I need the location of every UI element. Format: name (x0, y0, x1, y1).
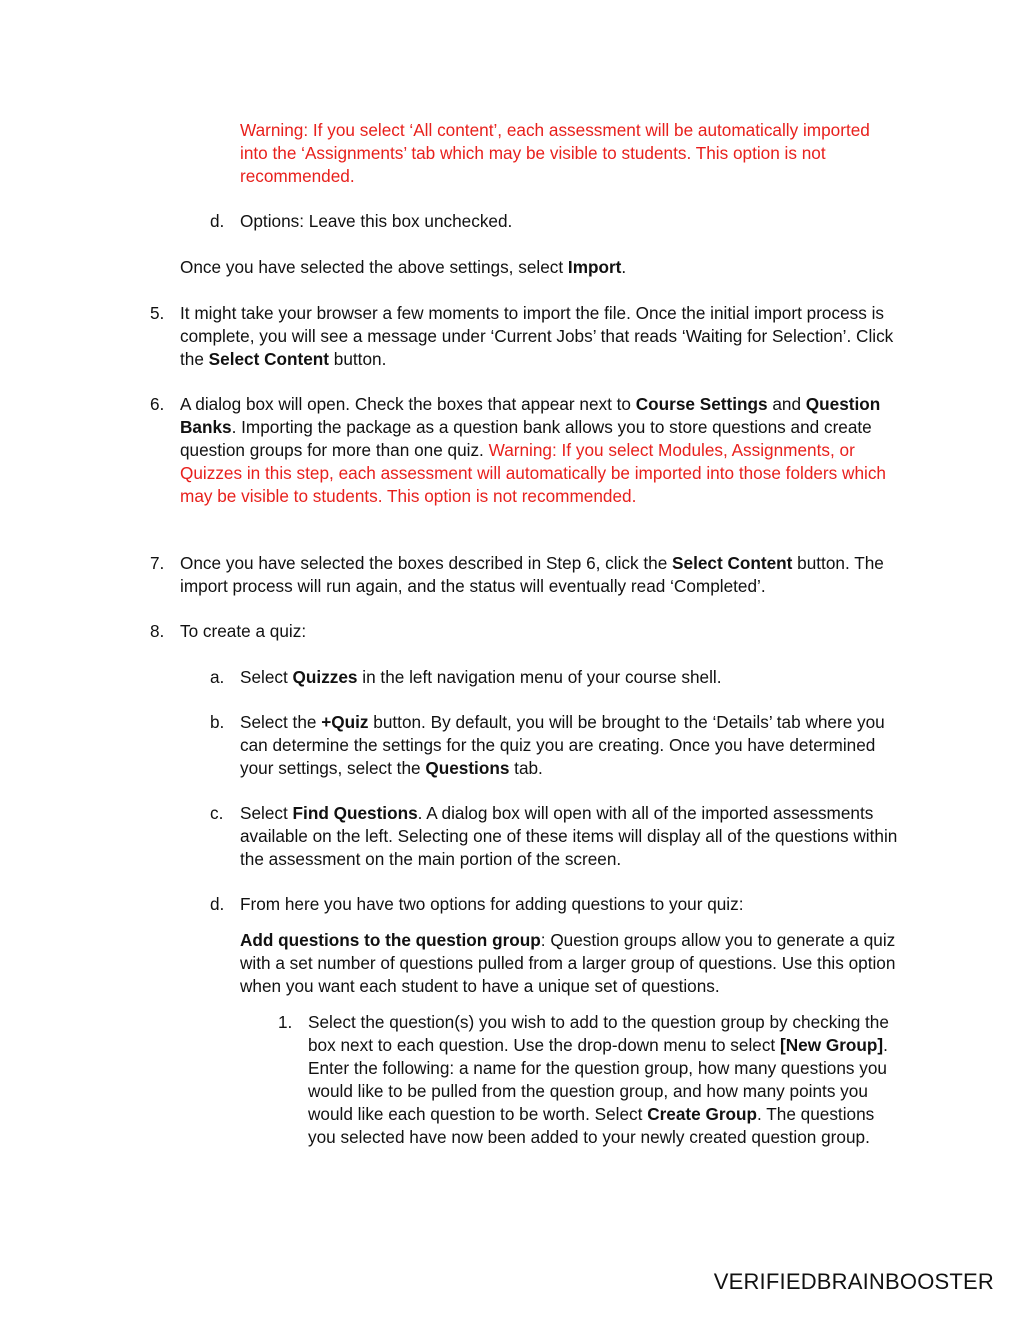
sub-item-1-text (308, 1011, 902, 1149)
step-7-body: Once you have selected the boxes described in Step 6, click the (180, 553, 673, 573)
step-6-text (180, 393, 902, 508)
after-settings-end: . (621, 257, 627, 277)
plus-quiz-label: +Quiz (321, 712, 369, 732)
step-8c-pre: Select (240, 803, 293, 823)
import-label: Import (567, 257, 622, 277)
step-8b-mid: button. By default, you will be brought to the ‘Details’ tab where you can determine the settings for the quiz you are creating. Once you have determined your settings, select the (240, 712, 885, 778)
quizzes-label: Quizzes (292, 667, 358, 687)
question-group-text: : Question groups allow you to generate a quiz with a set number of questions pulled from a larger group of questions. Use this option when you want each student to have a unique set of questions. (240, 930, 896, 996)
step-7-text (180, 552, 902, 598)
step-6-warning: Warning: If you select Modules, Assignments, or Quizzes in this step, each assessment will automatically be imported into those folders which may be visible to students. This option is not recommended. (180, 440, 886, 506)
step-8b-marker: b. (210, 712, 225, 732)
step-8d-marker: d. (210, 894, 225, 914)
step-8a-marker: a. (210, 667, 225, 687)
step-8c-text (240, 802, 902, 871)
step-6-marker: 6. (150, 394, 165, 414)
step-8c-post: . A dialog box will open with all of the imported assessments available on the left. Selecting one of these items will display all of the questions within the assessment on the main portion of the screen. (240, 803, 898, 869)
step-8b-text (240, 711, 902, 780)
step-8-marker: 8. (150, 621, 165, 641)
after-settings-text: Once you have selected the above settings, select (180, 257, 568, 277)
step-7-end: button. The import process will run again, and the status will eventually read ‘Completed’. (180, 553, 884, 596)
step-6-body-3: . Importing the package as a question bank allows you to store questions and create question groups for more than one quiz. (180, 417, 872, 460)
options-item: Options: Leave this box unchecked. (240, 211, 513, 231)
select-content-label: Select Content (208, 349, 330, 369)
step-5-text (180, 302, 902, 371)
new-group-label: [New Group] (780, 1035, 884, 1055)
create-group-label: Create Group (647, 1104, 758, 1124)
step-8-text: To create a quiz: (180, 621, 307, 641)
list-marker-d: d. (210, 211, 225, 231)
step-8a-post: in the left navigation menu of your course shell. (357, 667, 722, 687)
step-8a-pre: Select (240, 667, 293, 687)
step-7-marker: 7. (150, 553, 165, 573)
sub-item-1-marker: 1. (278, 1012, 293, 1032)
step-6-body-1: A dialog box will open. Check the boxes that appear next to (180, 394, 636, 414)
step-5-body: It might take your browser a few moments to import the file. Once the initial import process is complete, you will see a message under ‘Current Jobs’ that reads ‘Waiting for Selection’. Click the (180, 303, 894, 369)
step-8c-marker: c. (210, 803, 224, 823)
question-group-heading: Add questions to the question group (240, 930, 541, 950)
step-8b-pre: Select the (240, 712, 322, 732)
footer-watermark: VERIFIEDBRAINBOOSTER (713, 1269, 994, 1294)
questions-tab-label: Questions (425, 758, 510, 778)
step-8a-text (240, 666, 902, 689)
question-group-paragraph (240, 929, 902, 998)
warning-all-content: Warning: If you select ‘All content’, each assessment will be automatically imported into the ‘Assignments’ tab which may be visible to students. This option is not recommended. (240, 120, 870, 186)
step-8b-post: tab. (509, 758, 543, 778)
step-5-end: button. (329, 349, 387, 369)
select-content-label-2: Select Content (672, 553, 793, 573)
after-settings-paragraph (180, 256, 900, 279)
question-banks-label: Question Banks (180, 394, 881, 437)
sub-item-1-body-2: . Enter the following: a name for the question group, how many questions you would like to be pulled from the question group, and how many points you would like each question to be worth. Select (308, 1035, 888, 1124)
step-5-marker: 5. (150, 303, 165, 323)
sub-item-1-body-1: Select the question(s) you wish to add to the question group by checking the box next to each question. Use the drop-down menu to select (308, 1012, 889, 1055)
step-8d-text: From here you have two options for adding questions to your quiz: (240, 894, 744, 914)
course-settings-label: Course Settings (635, 394, 768, 414)
find-questions-label: Find Questions (292, 803, 418, 823)
step-6-body-2: and (767, 394, 806, 414)
sub-item-1-body-3: . The questions you selected have now been added to your newly created question group. (308, 1104, 875, 1147)
